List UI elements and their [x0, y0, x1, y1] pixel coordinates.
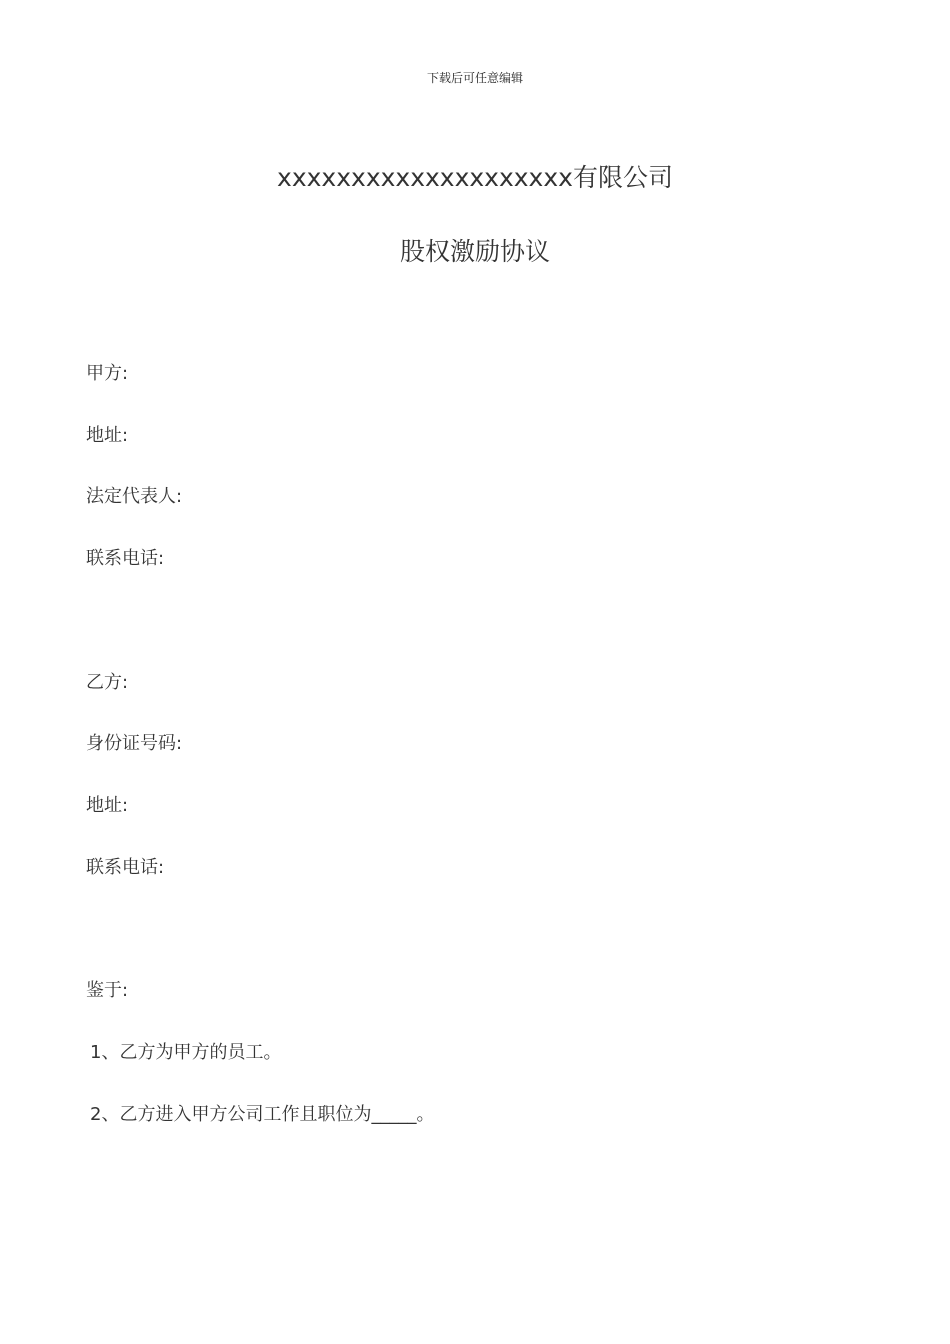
recitals-label: 鉴于: — [86, 980, 129, 1001]
recital-item: 1、乙方为甲方的员工。 — [90, 1042, 282, 1063]
party-b-address: 地址: — [86, 795, 129, 816]
header-note: 下载后可任意编辑 — [426, 71, 523, 85]
agreement-title: 股权激励协议 — [399, 237, 550, 266]
party-b-label: 乙方: — [86, 672, 129, 693]
party-a-legal-representative: 法定代表人: — [86, 486, 183, 507]
party-a-label: 甲方: — [86, 363, 129, 384]
party-a-address: 地址: — [86, 425, 129, 446]
recital-item: 2、乙方进入甲方公司工作且职位为_____。 — [90, 1104, 435, 1125]
party-b-phone: 联系电话: — [86, 857, 165, 878]
company-title: xxxxxxxxxxxxxxxxxxxx有限公司 — [277, 163, 673, 192]
party-b-id-number: 身份证号码: — [86, 733, 183, 754]
party-a-phone: 联系电话: — [86, 548, 165, 569]
